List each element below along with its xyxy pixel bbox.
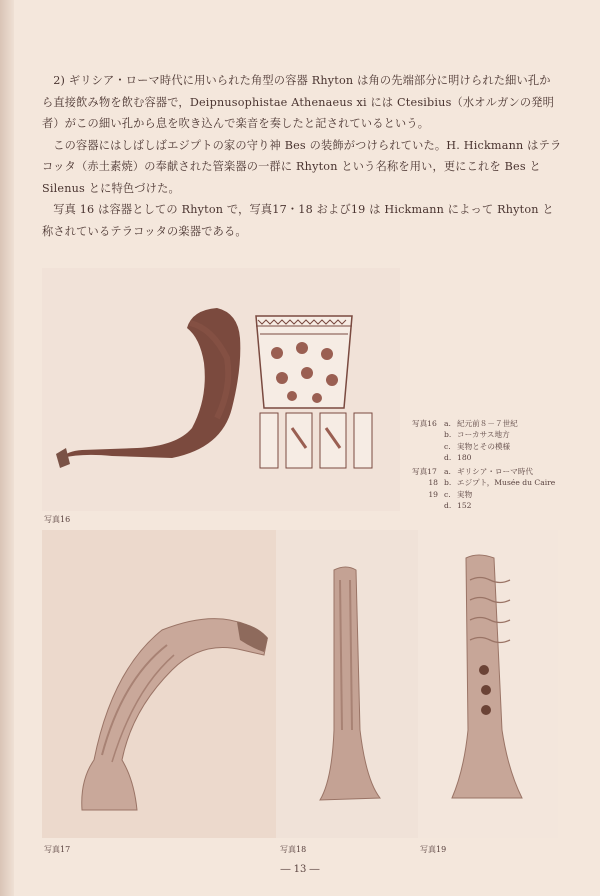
caption-table-17-19: 写真17 a. ギリシア・ローマ時代 18 b. エジプト，Musée du Caire 19 c. 実物 d. 152 [412, 467, 556, 511]
rhyton-illustration [42, 268, 400, 511]
paragraph-2: この容器にはしばしばエジプトの家の守り神 Bes の装飾がつけられていた。H. Hickmann はテラコッタ（赤土素焼）の奉献された管楽器の一群に Rhyton という名称を用い，更にこれを Bes と Silenus とに特色づけた。 [42, 138, 562, 195]
body-text [42, 70, 562, 242]
paragraph-3: 写真 16 は容器としての Rhyton で，写真17・18 および19 は Hickmann によって Rhyton と称されているテラコッタの楽器である。 [42, 203, 554, 238]
photo-16-caption: 写真16 [44, 515, 71, 524]
photo-19 [418, 530, 558, 838]
photo-18-caption: 写真18 [280, 845, 307, 854]
caption-16-label: 写真16 [412, 419, 437, 428]
page-edge [0, 0, 14, 896]
photo-17-caption: 写真17 [44, 845, 71, 854]
paragraph-1: 2) ギリシア・ローマ時代に用いられた角型の容器 Rhyton は角の先端部分に明けられた細い孔から直接飲み物を飲む容器で，Deipnusophistae Athenaeus xi には Ctesibius（水オルガンの発明者）がこの細い孔から息を吹き込んで楽音を奏したと記されているという。 [42, 74, 555, 130]
photo-19-caption: 写真19 [420, 845, 447, 854]
photo-17-image [42, 530, 276, 838]
photo-19-image [418, 530, 558, 838]
caption-table-16: 写真16 a. 紀元前８－７世紀 b. コーカサス地方 c. 実物とその模様 d. 180 [412, 419, 518, 463]
photo-18 [276, 530, 418, 838]
page-number: ― 13 ― [280, 864, 320, 875]
photo-18-image [276, 530, 418, 838]
photo-16 [42, 268, 400, 511]
photo-17 [42, 530, 276, 838]
